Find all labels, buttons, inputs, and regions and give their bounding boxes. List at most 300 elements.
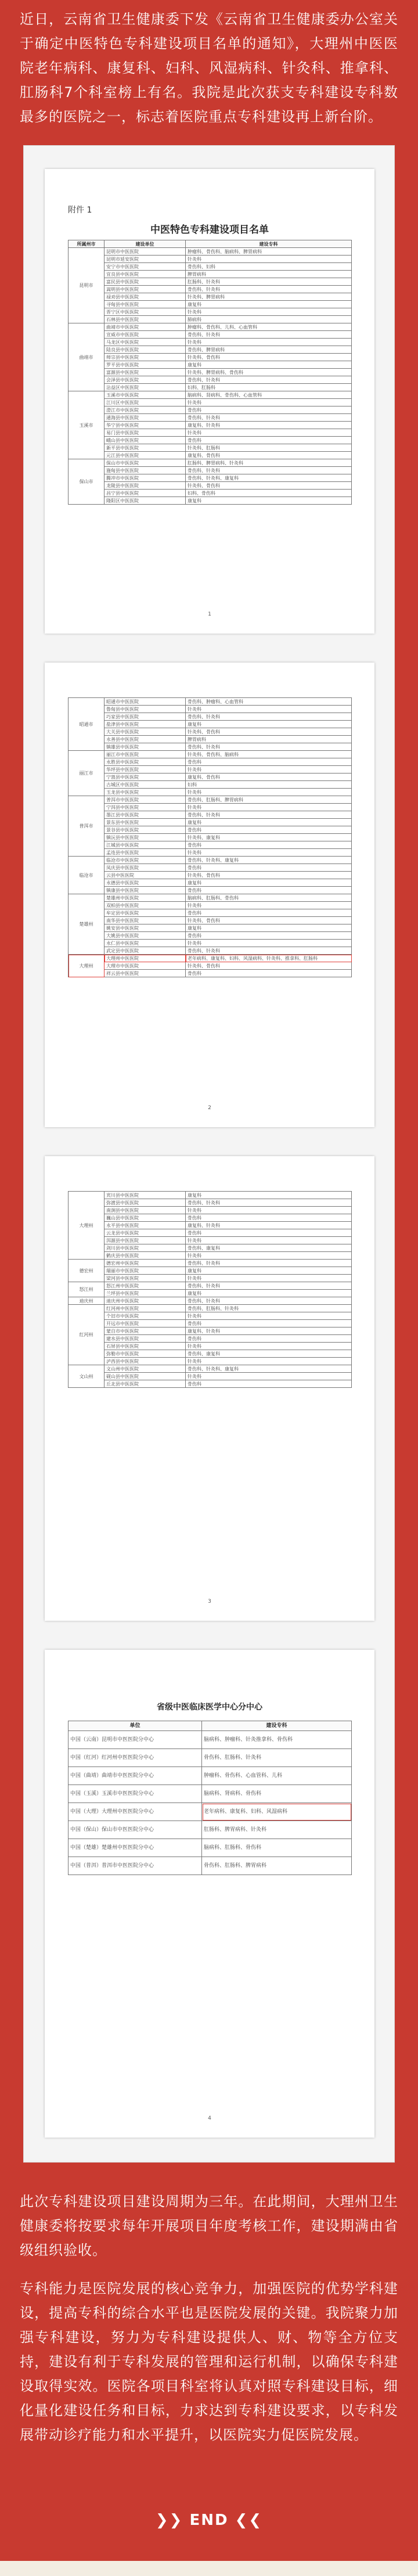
- unit-cell: 石屏县中医医院: [105, 1343, 186, 1350]
- col-header-region: 所属州市: [69, 240, 105, 248]
- specialty-cell: 骨伤科: [186, 909, 352, 917]
- unit-cell: 祥云县中医医院: [105, 970, 186, 977]
- table-row: [69, 1267, 352, 1275]
- specialty-cell: 肺病科: [186, 316, 352, 323]
- table-row: [69, 947, 352, 955]
- unit-cell: 石林县中医医院: [105, 316, 186, 323]
- unit-cell: 迪庆州中医医院: [105, 1297, 186, 1305]
- table-row: [69, 811, 352, 819]
- table-row: [69, 399, 352, 406]
- specialty-cell: 肛肠科、针灸科: [186, 278, 352, 286]
- table-row: [69, 422, 352, 429]
- unit-cell: 丽江市中医医院: [105, 751, 186, 758]
- unit-cell: 沾益区中医医院: [105, 384, 186, 391]
- table-row: [69, 369, 352, 376]
- specialty-cell: 骨伤科: [186, 841, 352, 849]
- table-row: [69, 331, 352, 339]
- unit-cell: 峨山县中医医院: [105, 437, 186, 444]
- unit-cell: 盐津县中医医院: [105, 721, 186, 728]
- specialty-cell: 骨伤科、针灸科: [186, 1199, 352, 1207]
- intro-paragraph: 近日，云南省卫生健康委下发《云南省卫生健康委办公室关于确定中医特色专科建设项目名单的通知》，大理州中医医院老年病科、康复科、妇科、风湿病科、针灸科、推拿科、肛肠科7个科室榜上有名。我院是此次获支专科建设专科数最多的医院之一，标志着医院重点专科建设再上新台阶。: [20, 11, 398, 125]
- unit-cell: 永仁县中医医院: [105, 940, 186, 947]
- unit-cell: 宁蒗县中医医院: [105, 773, 186, 781]
- unit-cell: 腾冲市中医医院: [105, 474, 186, 482]
- unit-cell: 通海县中医医院: [105, 414, 186, 422]
- table-row: [69, 316, 352, 323]
- table-row: [69, 940, 352, 947]
- cycle-paragraph: 此次专科建设项目建设周期为三年。在此期间，大理州卫生健康委将按要求每年开展项目年度考核工作，建设期满由省级组织验收。: [20, 2193, 398, 2258]
- specialty-cell: 骨伤科、针灸科: [186, 414, 352, 422]
- table-row: [69, 789, 352, 796]
- project-table-page-2: [68, 697, 352, 977]
- end-marker: [0, 2512, 418, 2529]
- table-row: [69, 1350, 352, 1358]
- specialty-cell: 骨伤科: [186, 1214, 352, 1222]
- specialty-cell: 骨伤科、肛肠科、针灸科: [202, 1749, 352, 1767]
- table-row: [69, 452, 352, 459]
- table-row: [69, 1327, 352, 1335]
- specialty-cell: 骨伤科: [186, 406, 352, 414]
- project-table-page-3: [68, 1191, 352, 1388]
- region-cell: 玉溪市: [69, 391, 105, 459]
- specialty-cell: 针灸科: [186, 1343, 352, 1350]
- specialty-cell: 康复科、针灸科: [186, 1222, 352, 1229]
- region-cell: 大理州: [69, 1192, 105, 1260]
- specialty-cell: 针灸科、脾胃病科: [186, 293, 352, 301]
- specialty-cell: 康复科: [186, 497, 352, 505]
- table-row: [69, 804, 352, 811]
- unit-cell: 晋宁区中医医院: [105, 308, 186, 316]
- region-cell: 昭通市: [69, 698, 105, 751]
- table-row: [69, 1282, 352, 1290]
- region-cell: 曲靖市: [69, 323, 105, 391]
- unit-cell: 凤庆县中医医院: [105, 864, 186, 872]
- unit-cell: 安宁市中医医院: [105, 263, 186, 271]
- specialty-cell: 针灸科: [186, 308, 352, 316]
- unit-cell: 新平县中医医院: [105, 444, 186, 452]
- specialty-cell: 骨伤科、针灸科、康复科: [186, 474, 352, 482]
- unit-cell: 景东县中医医院: [105, 819, 186, 826]
- table-row: [69, 706, 352, 713]
- specialty-cell: 针灸科: [186, 429, 352, 437]
- specialty-cell: 康复科: [186, 819, 352, 826]
- table-row: [69, 248, 352, 256]
- specialty-cell: 针灸科、脾胃病科、骨伤科: [186, 369, 352, 376]
- specialty-cell: 骨伤科: [186, 887, 352, 894]
- table-row: [69, 361, 352, 369]
- unit-cell: 元江县中医医院: [105, 452, 186, 459]
- table-row: [69, 864, 352, 872]
- unit-cell: 孟连县中医医院: [105, 849, 186, 857]
- table-row: [69, 1192, 352, 1199]
- unit-cell: 玉龙县中医医院: [105, 789, 186, 796]
- unit-cell: 丘北县中医医院: [105, 1380, 186, 1388]
- unit-cell: 砚山县中医医院: [105, 1373, 186, 1380]
- unit-cell: 泸西县中医医院: [105, 1358, 186, 1365]
- col-header-unit: 单位: [69, 1721, 202, 1731]
- unit-cell: 永平县中医医院: [105, 1222, 186, 1229]
- region-cell: 丽江市: [69, 751, 105, 796]
- unit-cell: 江城县中医医院: [105, 841, 186, 849]
- specialty-cell: 骨伤科、肛肠科、脾胃病科: [186, 796, 352, 804]
- unit-cell: 曲靖市中医医院: [105, 323, 186, 331]
- unit-cell: 中国（普洱）普洱市中医医院分中心: [69, 1857, 202, 1875]
- table-row: [69, 1767, 352, 1785]
- unit-cell: 永胜县中医医院: [105, 758, 186, 766]
- unit-cell: 江川区中医医院: [105, 399, 186, 406]
- unit-cell: 建水县中医医院: [105, 1335, 186, 1343]
- unit-cell: 富民县中医医院: [105, 278, 186, 286]
- specialty-cell: 康复科: [186, 301, 352, 308]
- unit-cell: 镇雄县中医医院: [105, 743, 186, 751]
- specialty-cell: 肛肠科、脾胃病科、针灸科: [202, 1821, 352, 1839]
- unit-cell: 弥勒市中医医院: [105, 1350, 186, 1358]
- unit-cell: 剑川县中医医院: [105, 1244, 186, 1252]
- table-row: [69, 339, 352, 346]
- table-row: [69, 721, 352, 728]
- specialty-cell: 骨伤科: [186, 1320, 352, 1327]
- specialty-cell: 骨伤科、针灸科: [186, 743, 352, 751]
- region-cell: 文山州: [69, 1365, 105, 1388]
- unit-cell: 临沧市中医医院: [105, 857, 186, 864]
- unit-cell: 古城区中医医院: [105, 781, 186, 789]
- table-row: [69, 887, 352, 894]
- table-row: [69, 796, 352, 804]
- specialty-cell: 骨伤科: [186, 826, 352, 834]
- table-row: [69, 758, 352, 766]
- table-row: [69, 1343, 352, 1350]
- unit-cell: 大理市中医医院: [105, 962, 186, 970]
- chevrons-left-icon: ❮❮: [228, 2512, 263, 2529]
- unit-cell: 红河州中医医院: [105, 1305, 186, 1312]
- unit-cell: 保山市中医医院: [105, 459, 186, 467]
- specialty-cell: 妇科: [186, 781, 352, 789]
- annex-label: 附件 1: [68, 206, 92, 215]
- unit-cell: 中国（大理）大理州中医医院分中心: [69, 1803, 202, 1821]
- page-number: 3: [208, 1599, 211, 1604]
- unit-cell: 中国（保山）保山市中医医院分中心: [69, 1821, 202, 1839]
- specialty-cell: 针灸科: [186, 940, 352, 947]
- specialty-cell: 肿瘤科、骨伤科、儿科、心血管科: [186, 323, 352, 331]
- region-cell: 保山市: [69, 459, 105, 505]
- specialty-cell: 骨伤科、脾胃病科: [186, 346, 352, 354]
- region-cell: 红河州: [69, 1305, 105, 1365]
- table-row: [69, 437, 352, 444]
- unit-cell: 大关县中医医院: [105, 728, 186, 736]
- unit-cell: 墨江县中医医院: [105, 811, 186, 819]
- unit-cell: 个旧市中医医院: [105, 1312, 186, 1320]
- table-row: [69, 743, 352, 751]
- specialty-cell: 针灸科、骨伤科、脑病科: [186, 751, 352, 758]
- specialty-cell: 康复科、针灸科: [186, 1327, 352, 1335]
- table-row: [69, 1373, 352, 1380]
- specialty-cell: 骨伤科: [186, 864, 352, 872]
- unit-cell: 中国（云南）昆明市中医医院分中心: [69, 1731, 202, 1749]
- table-row: [69, 781, 352, 789]
- unit-cell: 施甸县中医医院: [105, 467, 186, 474]
- specialty-cell: 康复科: [186, 1192, 352, 1199]
- region-cell: 临沧市: [69, 857, 105, 894]
- unit-cell: 大姚县中医医院: [105, 932, 186, 940]
- specialty-cell: 骨伤科、针灸科: [186, 1282, 352, 1290]
- table-row: [69, 308, 352, 316]
- specialty-cell: 针灸科、康复科: [186, 834, 352, 841]
- table-row: [69, 346, 352, 354]
- center-table: [68, 1721, 352, 1875]
- unit-cell: 楚雄州中医医院: [105, 894, 186, 902]
- table-row: [69, 1214, 352, 1222]
- table-row: [69, 384, 352, 391]
- table-row: [69, 1803, 352, 1821]
- specialty-cell: 妇科、骨伤科: [186, 490, 352, 497]
- table-row: [69, 728, 352, 736]
- unit-cell: 怒江州中医医院: [105, 1282, 186, 1290]
- unit-cell: 马龙区中医医院: [105, 339, 186, 346]
- unit-cell: 昭通市中医医院: [105, 698, 186, 706]
- specialty-cell: 康复科、骨伤科: [186, 452, 352, 459]
- specialty-cell: 针灸科: [186, 339, 352, 346]
- development-paragraph: 专科能力是医院发展的核心竞争力，加强医院的优势学科建设，提高专科的综合水平也是医院发展的关键。我院聚力加强专科建设，努力为专科建设提供人、财、物等全方位支持，建设有利于专科发展的管理和运行机制，以确保专科建设取得实效。医院各项目科室将认真对照专科建设目标，细化量化建设任务和目标，力求达到专科建设要求，以专科发展带动诊疗能力和水平提升，以医院实力促医院发展。: [20, 2280, 398, 2443]
- unit-cell: 龙陵县中医医院: [105, 482, 186, 490]
- specialty-cell: 康复科: [186, 879, 352, 887]
- table-row: [69, 444, 352, 452]
- unit-cell: 华宁县中医医院: [105, 422, 186, 429]
- specialty-cell: 康复科: [186, 1267, 352, 1275]
- table-row: [69, 1380, 352, 1388]
- unit-cell: 鲁甸县中医医院: [105, 706, 186, 713]
- specialty-cell: 脑病科、肿瘤科、针灸推拿科、骨伤科: [202, 1731, 352, 1749]
- table-row: [69, 932, 352, 940]
- table-row: [69, 955, 352, 962]
- unit-cell: 宁洱县中医医院: [105, 804, 186, 811]
- specialty-cell: 针灸科、骨伤科: [186, 917, 352, 924]
- unit-cell: 宜良县中医医院: [105, 271, 186, 278]
- unit-cell: 大理州中医医院: [105, 955, 186, 962]
- unit-cell: 宾川县中医医院: [105, 1192, 186, 1199]
- table-row: [69, 902, 352, 909]
- table-row: [69, 857, 352, 864]
- specialty-cell: 骨伤科: [186, 1380, 352, 1388]
- specialty-cell: 针灸科: [186, 804, 352, 811]
- unit-cell: 宣威市中医医院: [105, 331, 186, 339]
- unit-cell: 永善县中医医院: [105, 736, 186, 743]
- specialty-cell: 骨伤科: [186, 1335, 352, 1343]
- table-row: [69, 1320, 352, 1327]
- page-number: 4: [208, 2116, 211, 2121]
- specialty-cell: 康复科、骨伤科: [186, 773, 352, 781]
- specialty-cell: 肿瘤科、骨伤科、心血管科、儿科: [202, 1767, 352, 1785]
- table-row: [69, 1237, 352, 1244]
- table-row: [69, 1260, 352, 1267]
- specialty-cell: 骨伤科: [186, 970, 352, 977]
- unit-cell: 易门县中医医院: [105, 429, 186, 437]
- specialty-cell: 针灸科、骨伤科: [186, 872, 352, 879]
- annex-image-frame: [23, 145, 395, 2163]
- table-row: [69, 1222, 352, 1229]
- unit-cell: 师宗县中医医院: [105, 354, 186, 361]
- unit-cell: 武定县中医医院: [105, 947, 186, 955]
- unit-cell: 云县中医医院: [105, 872, 186, 879]
- unit-cell: 兰坪县中医医院: [105, 1290, 186, 1297]
- table-row: [69, 1839, 352, 1857]
- document-title: 中医特色专科建设项目名单: [150, 224, 269, 236]
- end-label: END: [189, 2512, 229, 2529]
- table-row: [69, 879, 352, 887]
- unit-cell: 澄江市中医医院: [105, 406, 186, 414]
- unit-cell: 永德县中医医院: [105, 879, 186, 887]
- specialty-cell: 骨伤科、针灸科: [186, 713, 352, 721]
- unit-cell: 罗平县中医医院: [105, 361, 186, 369]
- specialty-cell: 骨伤科、针灸科: [186, 286, 352, 293]
- table-row: [69, 467, 352, 474]
- region-cell: 楚雄州: [69, 894, 105, 955]
- table-row: [69, 736, 352, 743]
- table-row: [69, 1244, 352, 1252]
- unit-cell: 镇沅县中医医院: [105, 834, 186, 841]
- specialty-cell: 骨伤科、针灸科: [186, 1297, 352, 1305]
- table-row: [69, 1297, 352, 1305]
- table-row: [69, 354, 352, 361]
- region-cell: 普洱市: [69, 796, 105, 857]
- unit-cell: 中国（玉溪）玉溪市中医医院分中心: [69, 1785, 202, 1803]
- unit-cell: 景谷县中医医院: [105, 826, 186, 834]
- table-row: [69, 301, 352, 308]
- table-row: [69, 391, 352, 399]
- page-number: 2: [208, 1105, 211, 1111]
- unit-cell: 昆明市延安医院: [105, 256, 186, 263]
- specialty-cell: 骨伤科、针灸科: [186, 331, 352, 339]
- specialty-cell: 骨伤科、妇科: [186, 263, 352, 271]
- specialty-cell: 骨伤科、针灸科: [186, 467, 352, 474]
- specialty-cell: 骨伤科、肿瘤科、心血管科: [186, 698, 352, 706]
- unit-cell: 云龙县中医医院: [105, 1229, 186, 1237]
- specialty-cell: 针灸科: [186, 1207, 352, 1214]
- specialty-cell: 康复科: [186, 924, 352, 932]
- specialty-cell: 针灸科: [186, 1252, 352, 1260]
- table-row: [69, 1785, 352, 1803]
- specialty-cell: 脑病科、肛肠科、骨伤科: [186, 894, 352, 902]
- unit-cell: 昆明市中医医院: [105, 248, 186, 256]
- table-row: [69, 909, 352, 917]
- table-row: [69, 1731, 352, 1749]
- table-row: [69, 834, 352, 841]
- col-header-unit: 建设单位: [105, 240, 186, 248]
- table-row: [69, 1749, 352, 1767]
- table-row: [69, 970, 352, 977]
- table-row: [69, 278, 352, 286]
- unit-cell: 中国（楚雄）楚雄州中医医院分中心: [69, 1839, 202, 1857]
- specialty-cell: 老年病科、康复科、妇科、风湿病科: [202, 1803, 352, 1821]
- specialty-cell: 针灸科: [186, 1373, 352, 1380]
- unit-cell: 南华县中医医院: [105, 917, 186, 924]
- specialty-cell: 骨伤科、针灸科、康复科: [186, 857, 352, 864]
- specialty-cell: 妇科、肛肠科: [186, 384, 352, 391]
- table-row: [69, 474, 352, 482]
- table-row: [69, 1275, 352, 1282]
- specialty-cell: 骨伤科、针灸科: [186, 376, 352, 384]
- table-row: [69, 751, 352, 758]
- table-row: [69, 1857, 352, 1875]
- table-row: [69, 766, 352, 773]
- project-table-page-1: [68, 240, 352, 505]
- region-cell: 大理州: [69, 955, 105, 977]
- specialty-cell: 肿瘤科、骨伤科、脑病科、脾胃病科: [186, 248, 352, 256]
- specialty-cell: 骨伤科、肛肠科、针灸科: [186, 1305, 352, 1312]
- table-row: [69, 1335, 352, 1343]
- document-page-3: [45, 1156, 374, 1621]
- table-row: [69, 773, 352, 781]
- specialty-cell: 针灸科: [186, 849, 352, 857]
- specialty-cell: 康复科: [186, 1290, 352, 1297]
- unit-cell: 禄劝县中医医院: [105, 293, 186, 301]
- table-row: [69, 1305, 352, 1312]
- unit-cell: 巧家县中医医院: [105, 713, 186, 721]
- unit-cell: 洱源县中医医院: [105, 1237, 186, 1244]
- document-page-2: [45, 663, 374, 1127]
- specialty-cell: 针灸科: [186, 1275, 352, 1282]
- specialty-cell: 骨伤科: [186, 758, 352, 766]
- specialty-cell: 脾胃病科: [186, 736, 352, 743]
- table-row: [69, 1365, 352, 1373]
- table-row: [69, 497, 352, 505]
- region-cell: 迪庆州: [69, 1297, 105, 1305]
- specialty-cell: 针灸科: [186, 789, 352, 796]
- unit-cell: 玉溪市中医医院: [105, 391, 186, 399]
- table-row: [69, 826, 352, 834]
- unit-cell: 鹤庆县中医医院: [105, 1252, 186, 1260]
- table-row: [69, 1358, 352, 1365]
- specialty-cell: 针灸科、骨伤科: [186, 728, 352, 736]
- unit-cell: 弥渡县中医医院: [105, 1199, 186, 1207]
- unit-cell: 会泽县中医医院: [105, 376, 186, 384]
- region-cell: 昆明市: [69, 248, 105, 323]
- unit-cell: 德宏州中医医院: [105, 1260, 186, 1267]
- specialty-cell: 针灸科: [186, 1312, 352, 1320]
- region-cell: 德宏州: [69, 1260, 105, 1282]
- specialty-cell: 针灸科: [186, 1358, 352, 1365]
- unit-cell: 华坪县中医医院: [105, 766, 186, 773]
- unit-cell: 双柏县中医医院: [105, 902, 186, 909]
- table-row: [69, 841, 352, 849]
- table-row: [69, 1229, 352, 1237]
- specialty-cell: 针灸科: [186, 766, 352, 773]
- unit-cell: 南涧县中医医院: [105, 1207, 186, 1214]
- col-header-specialty: 建设专科: [186, 240, 352, 248]
- specialty-cell: 针灸科: [186, 902, 352, 909]
- table-row: [69, 376, 352, 384]
- unit-cell: 寻甸县中医医院: [105, 301, 186, 308]
- specialty-cell: 骨伤科、针灸科: [186, 1260, 352, 1267]
- specialty-cell: 骨伤科、针灸科: [186, 811, 352, 819]
- region-cell: 怒江州: [69, 1282, 105, 1297]
- unit-cell: 镇康县中医医院: [105, 887, 186, 894]
- specialty-cell: 针灸科、骨伤科: [186, 962, 352, 970]
- table-row: [69, 1199, 352, 1207]
- table-row: [69, 1207, 352, 1214]
- table-row: [69, 256, 352, 263]
- specialty-cell: 康复科: [186, 361, 352, 369]
- unit-cell: 牟定县中医医院: [105, 909, 186, 917]
- unit-cell: 陆良县中医医院: [105, 346, 186, 354]
- specialty-cell: 脑病科、肾病科、骨伤科: [202, 1785, 352, 1803]
- chevrons-right-icon: ❯❯: [155, 2512, 190, 2529]
- specialty-cell: 骨伤科、康复科: [186, 1350, 352, 1358]
- unit-cell: 昌宁县中医医院: [105, 490, 186, 497]
- unit-cell: 富源县中医医院: [105, 369, 186, 376]
- table-row: [69, 1252, 352, 1260]
- unit-cell: 梁河县中医医院: [105, 1275, 186, 1282]
- unit-cell: 中国（曲靖）曲靖市中医医院分中心: [69, 1767, 202, 1785]
